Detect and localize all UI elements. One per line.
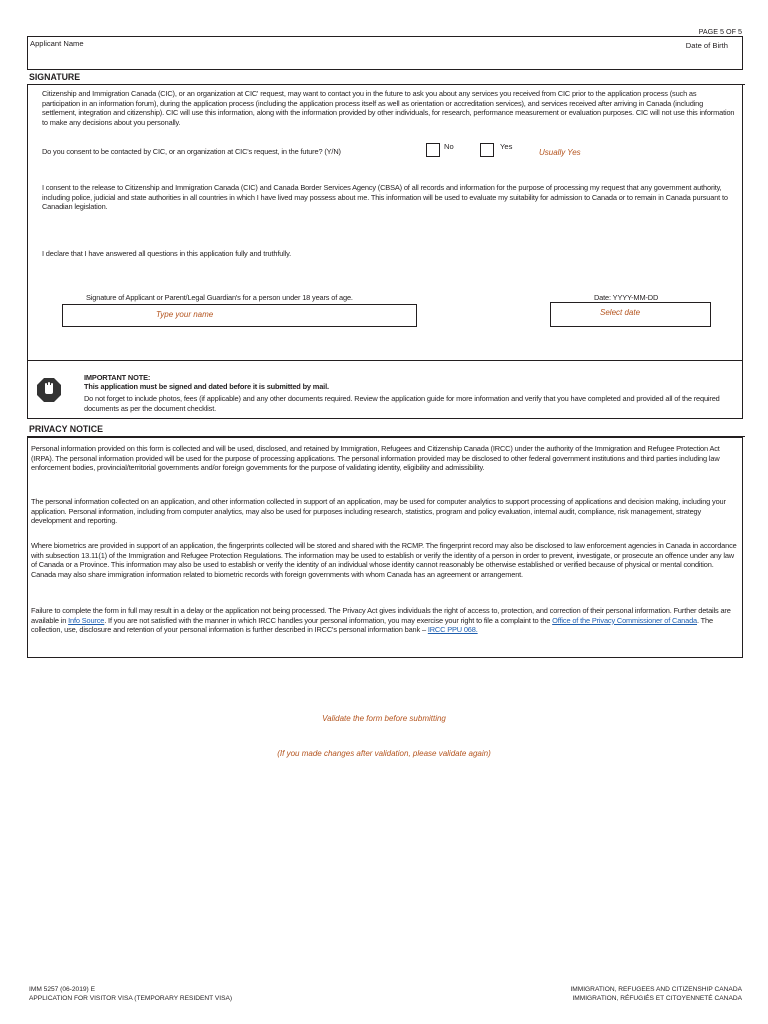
signature-placeholder: Type your name [156, 310, 214, 319]
privacy-p4-text-b: . If you are not satisfied with the manner in which IRCC handles your personal information, you may exercise your right to file a complaint to the [104, 615, 553, 625]
privacy-paragraph-4 [31, 606, 737, 635]
signature-section [27, 84, 743, 361]
privacy-paragraph-3: Where biometrics are provided in support of an application, the fingerprints collected will be stored and shared with the RCMP. The fingerprint record may also be disclosed to law enforcement agencies in Canada in accordance with subsection 13.11(1) of the Immigration and Refugee Protection Regulations. The information may be used to establish or verify the identity of a person in order to prevent, investigate, or prosecute an offence under any law of Canada or a Province. This information may also be used to establish or verify the identity of an individual whose identity cannot reasonably be otherwise established or verified because of physical or mental condition. Canada may also share immigration information related to biometric records with foreign governments with whom Canada has an agreement or arrangement. [31, 541, 737, 579]
form-id: IMM 5257 (06-2019) E [29, 986, 95, 993]
consent-yes-label: Yes [500, 142, 513, 151]
signature-label: Signature of Applicant or Parent/Legal Guardian's for a person under 18 years of age. [86, 293, 353, 302]
date-of-birth-label: Date of Birth [685, 41, 728, 50]
department-name-en: IMMIGRATION, REFUGEES AND CITIZENSHIP CANADA [570, 986, 742, 993]
important-note-text: Do not forget to include photos, fees (if applicable) and any other documents required. Review the application guide for more information and verify that you have completed and provided all of the required documents as per the document checklist. [84, 394, 720, 413]
consent-question: Do you consent to be contacted by CIC, or an organization at CIC's request, in the future? (Y/N) [42, 147, 341, 156]
signature-input[interactable] [62, 304, 417, 327]
ircc-ppu-068-link[interactable]: IRCC PPU 068. [427, 625, 478, 635]
privacy-section [27, 437, 743, 658]
contact-intro-text: Citizenship and Immigration Canada (CIC), or an organization at CIC' request, may want to contact you in the future to ask you about any services you received from CIC prior to the application process (such as participation in an information forum), during the application process (including the application process itself as well as orientation or accreditation services), and services received after arriving in Canada (including settlement, integration and citizenship). CIC will use this information, along with the information provided by other individuals, for research, performance measurement or evaluation purposes. CIC will not use this information to make any decisions about you personally. [42, 89, 735, 127]
page-number: PAGE 5 OF 5 [698, 27, 742, 36]
signature-section-title: SIGNATURE [27, 70, 745, 85]
privacy-paragraph-2: The personal information collected on an application, and other information collected in support of an application, may be used for computer analytics to support processing of applications and decision making, including your application. Personal information, including from computer analytics, may also be used for purposes including research, statistics, program and policy evaluation, internal audit, compliance, risk management, strategy development and reporting. [31, 497, 726, 526]
release-consent-text: I consent to the release to Citizenship and Immigration Canada (CIC) and Canada Border Services Agency (CBSA) of all records and information for the purpose of processing my request that any government authority, including police, judicial and state authorities in all countries in which I have lived may possess about me. This information will be used to evaluate my suitability for admission to Canada or to remain in Canada pursuant to Canadian legislation. [42, 183, 728, 212]
consent-hint: Usually Yes [539, 148, 581, 157]
privacy-p4-text-c: . The collection, use, disclosure and retention of your personal information is further described in IRCC's personal information bank – [31, 615, 713, 635]
privacy-p4-text-a: Failure to complete the form in full may result in a delay or the application not being processed. The Privacy Act gives individuals the right of access to, protection, and correction of their personal information. Further details are available in [31, 606, 731, 625]
consent-no-checkbox[interactable] [426, 143, 440, 157]
consent-yes-checkbox[interactable] [480, 143, 494, 157]
date-label: Date: YYYY-MM-DD [594, 293, 659, 302]
applicant-header-box [27, 36, 743, 70]
validate-again-note: (If you made changes after validation, please validate again) [277, 749, 491, 758]
form-title: APPLICATION FOR VISITOR VISA (TEMPORARY RESIDENT VISA) [29, 995, 233, 1002]
privacy-section-title: PRIVACY NOTICE [27, 422, 745, 437]
department-name-fr: IMMIGRATION, RÉFUGIÉS ET CITOYENNETÉ CANADA [572, 995, 742, 1002]
important-note-bold: This application must be signed and dated before it is submitted by mail. [84, 382, 329, 391]
date-placeholder: Select date [600, 308, 641, 317]
validate-button[interactable]: Validate the form before submitting [322, 714, 446, 723]
privacy-commissioner-link[interactable]: Office of the Privacy Commissioner of Canada [552, 615, 697, 625]
stop-hand-icon [36, 377, 62, 403]
date-input[interactable] [550, 302, 711, 327]
important-note-title: IMPORTANT NOTE: [84, 373, 151, 382]
declaration-text: I declare that I have answered all questions in this application fully and truthfully. [42, 249, 292, 258]
consent-no-label: No [444, 142, 454, 151]
privacy-paragraph-1: Personal information provided on this form is collected and will be used, disclosed, and retained by Immigration, Refugees and Citizenship Canada (IRCC) under the authority of the Immigration and Refugee Protection Act (IRPA). The personal information provided will be used for the purpose of processing applications. The personal information provided may be disclosed to other federal government institutions and third parties including law enforcement bodies, provincial/territorial governments and/or foreign governments for the purpose of validating identity, eligibility and admissibility. [31, 444, 720, 473]
info-source-link[interactable]: Info Source [68, 615, 105, 625]
applicant-name-label: Applicant Name [30, 39, 84, 48]
